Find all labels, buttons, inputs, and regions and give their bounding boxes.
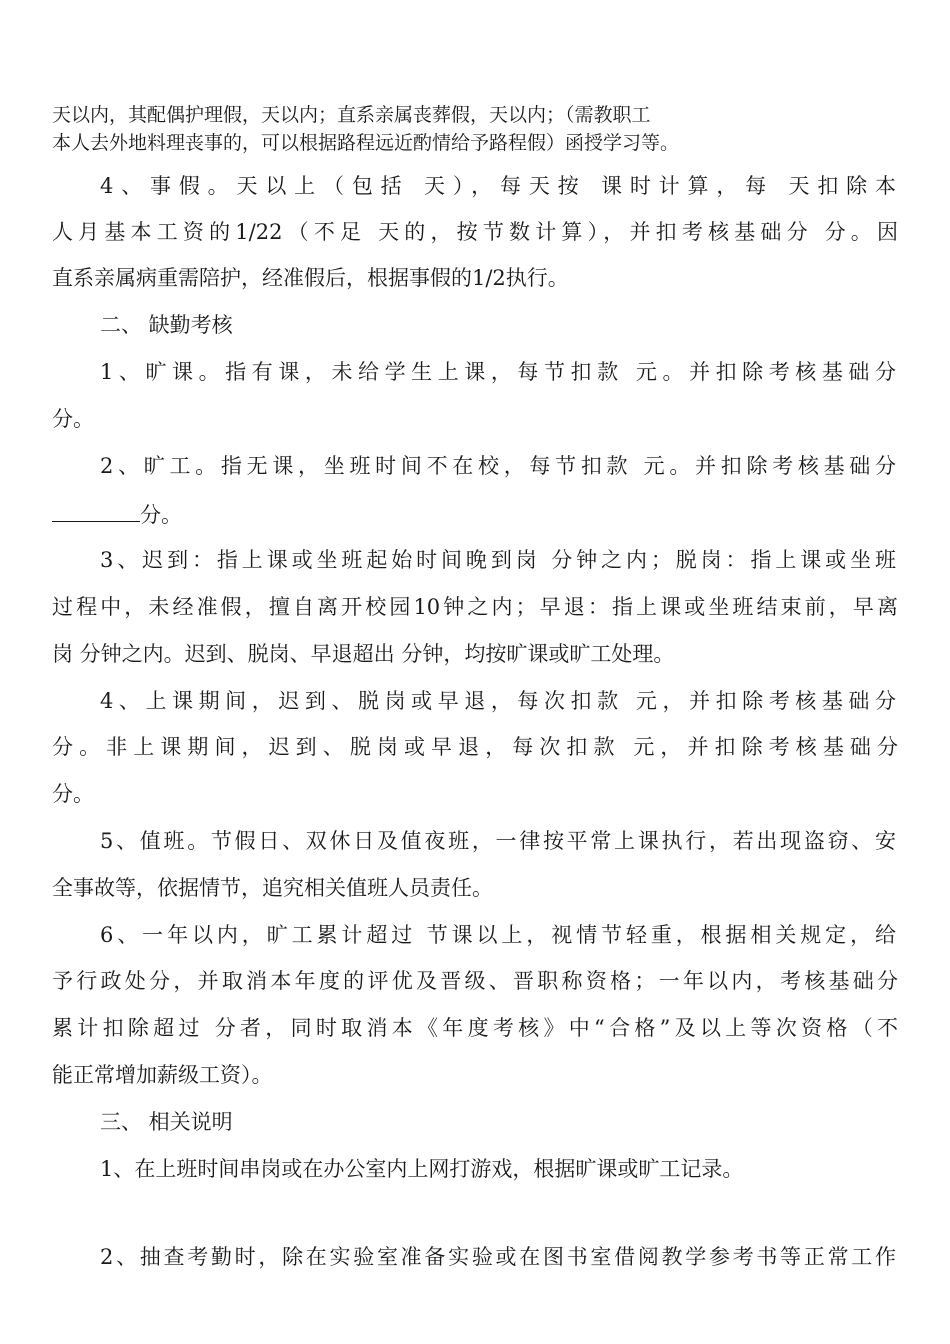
text-line: 全事故等，依据情节，追究相关值班人员责任。 xyxy=(52,876,493,900)
text-line: 分。非上课期间，迟到、脱岗或早退，每次扣款 元，并扣除考核基础分 xyxy=(52,735,898,759)
section-heading-notes: 三、 相关说明 xyxy=(100,1110,233,1134)
paragraph-truancy: 1、旷课。指有课，未给学生上课，每节扣款 元。并扣除考核基础分 xyxy=(100,360,896,384)
text-line: 岗 分钟之内。迟到、脱岗、早退超出 分钟，均按旷课或旷工处理。 xyxy=(52,642,675,666)
text-line-with-blank xyxy=(52,499,898,529)
section-heading-absence: 二、 缺勤考核 xyxy=(100,313,233,337)
paragraph-duty: 5、值班。节假日、双休日及值夜班，一律按平常上课执行，若出现盗窃、安 xyxy=(100,829,896,853)
paragraph-sick-leave-item-4: 4、事假。天以上（包括 天），每天按 课时计算，每 天扣除本 xyxy=(100,174,896,198)
paragraph-absenteeism: 2、旷工。指无课，坐班时间不在校，每节扣款 元。并扣除考核基础分 xyxy=(100,454,896,478)
fill-in-blank xyxy=(52,499,140,522)
text-line: 分。 xyxy=(52,407,94,431)
text-line: 天以内，其配偶护理假，天以内；直系亲属丧葬假，天以内；（需教职工 xyxy=(52,104,651,126)
text-line: 本人去外地料理丧事的，可以根据路程远近酌情给予路程假）函授学习等。 xyxy=(52,132,680,154)
paragraph-annual-penalty: 6、一年以内，旷工累计超过 节课以上，视情节轻重，根据相关规定，给 xyxy=(100,923,896,947)
paragraph-late-arrival: 3、迟到：指上课或坐班起始时间晚到岗 分钟之内；脱岗：指上课或坐班 xyxy=(100,548,896,572)
text-line: 分。 xyxy=(52,782,94,806)
text-fragment: 分。 xyxy=(140,503,182,527)
text-line: 直系亲属病重需陪护，经准假后，根据事假的1/2执行。 xyxy=(52,266,569,290)
text-line: 人月基本工资的1/22（不足 天的，按节数计算），并扣考核基础分 分。因 xyxy=(52,220,898,244)
text-line: 过程中，未经准假，擅自离开校园10钟之内；早退：指上课或坐班结束前，早离 xyxy=(52,595,898,619)
paragraph-note-2: 2、抽查考勤时，除在实验室准备实验或在图书室借阅教学参考书等正常工作 xyxy=(100,1245,896,1269)
paragraph-class-time-deduction: 4、上课期间，迟到、脱岗或早退，每次扣款 元，并扣除考核基础分 xyxy=(100,689,896,713)
text-line: 予行政处分，并取消本年度的评优及晋级、晋职称资格；一年以内，考核基础分 xyxy=(52,969,898,993)
text-line: 能正常增加薪级工资）。 xyxy=(52,1063,273,1087)
paragraph-note-1: 1、在上班时间串岗或在办公室内上网打游戏，根据旷课或旷工记录。 xyxy=(100,1157,744,1181)
text-line: 累计扣除超过 分者，同时取消本《年度考核》中“合格”及以上等次资格（不 xyxy=(52,1016,898,1040)
